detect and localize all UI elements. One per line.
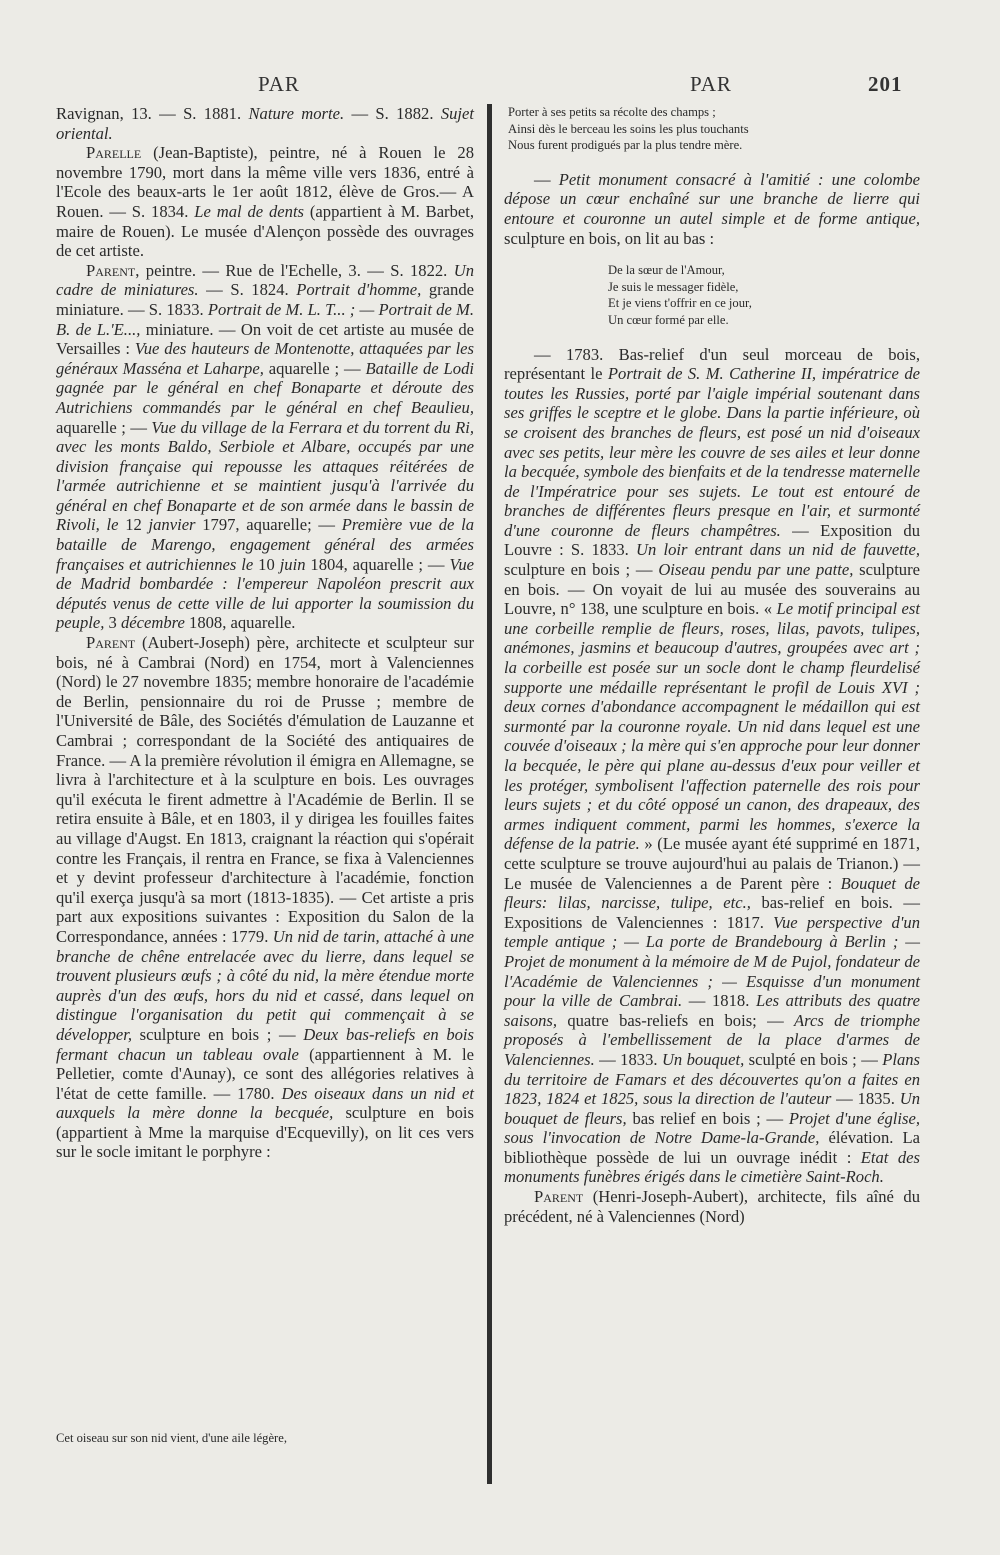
verse-block-1 <box>504 104 920 154</box>
entry-parelle: Parelle (Jean-Baptiste), peintre, né à Rouen le 28 novembre 1790, mort dans la même ville vers 1836, entré à l'Ecole des beaux-arts le 1er août 1812, élève de Gros.— A Rouen. — S. 1834. Le mal de dents (appartient à M. Barbet, maire de Rouen). Le musée d'Alençon possède des ouvrages de cet artiste. <box>56 143 475 261</box>
paragraph-monument: — Petit monument consacré à l'amitié : une colombe dépose un cœur enchaîné sur une branche de lierre qui entoure et couronne un autel simple et de forme antique, sculpture en bois, on lit au bas : <box>504 169 920 248</box>
verse-line-bottom: Cet oiseau sur son nid vient, d'une aile légère, <box>56 1431 287 1445</box>
verse-line: Je suis le messager fidèle, <box>608 279 739 294</box>
paragraph-bas-relief: — 1783. Bas-relief d'un seul morceau de bois, représentant le Portrait de S. M. Catherine II, impératrice de toutes les Russies, porté par l'aigle impérial soutenant dans ses griffes le sceptre et le globe. Dans la partie inférieure, où se croisent des branches de fleurs, est posé un nid d'oiseaux avec ses petits, leur mère les couvre de ses ailes et leur donne la becquée, symbole des bienfaits et de la tendresse maternelle de l'Impératrice pour ses sujets. Le tout est entouré de branches de différentes fleurs presque en l'air, et surmonté d'une couronne de fleurs champêtres. — Exposition du Louvre : S. 1833. Un loir entrant dans un nid de fauvette, sculpture en bois ; — Oiseau pendu par une patte, sculpture en bois. — On voyait de lui au musée des souverains au Louvre, n° 138, une sculpture en bois. « Le motif principal est une corbeille remplie de fleurs, roses, lilas, pavots, tulipes, anémones, jasmins et beaucoup d'autres, groupées avec art ; la corbeille est posée sur un socle dont le champ fleurdelisé supporte une médaille représentant le profil de Louis XVI ; deux cornes d'abondance accompagnent le médaillon qui est surmonté par la couronne royale. Un nid dans lequel est une couvée d'oiseaux ; la mère qui s'en approche pour leur donner la becquée, le père qui plane au-dessus d'eux pour veiller et les protéger, symbolisent l'affection paternelle des rois pour leurs sujets ; et du côté opposé un canon, des drapeaux, des armes indiquent comment, parmi les hommes, s'exerce la défense de la patrie. » (Le musée ayant été supprimé en 1871, cette sculpture se trouve aujourd'hui au palais de Trianon.) — Le musée de Valenciennes a de Parent père : Bouquet de fleurs: lilas, narcisse, tulipe, etc., bas-relief en bois. — Expositions de Valenciennes : 1817. Vue perspective d'un temple antique ; — La porte de Brandebourg à Berlin ; — Projet de monument à la mémoire de M de Pujol, fondateur de l'Académie de Valenciennes ; — Esquisse d'un monument pour la ville de Cambrai. — 1818. Les attributs des quatre saisons, quatre bas-reliefs en bois; — Arcs de triomphe proposés à l'embellissement de la place d'armes de Valenciennes. — 1833. Un bouquet, sculpté en bois ; — Plans du territoire de Famars et des découvertes qu'on a faites en 1823, 1824 et 1825, sous la direction de l'auteur — 1835. Un bouquet de fleurs, bas relief en bois ; — Projet d'une église, sous l'invocation de Notre Dame-la-Grande, élévation. La bibliothèque possède de lui un ouvrage inédit : Etat des monuments funèbres érigés dans le cimetière Saint-Roch. <box>504 344 921 1187</box>
entry-name: Parent <box>534 1187 584 1207</box>
column-divider <box>487 104 492 1484</box>
entry-parent-painter: Parent, peintre. — Rue de l'Echelle, 3. — S. 1822. Un cadre de miniatures. — S. 1824. Portrait d'homme, grande miniature. — S. 1833. Portrait de M. L. T... ; — Portrait de M. B. de L.'E..., miniature. — On voit de cet artiste au musée de Versailles : Vue des hauteurs de Montenotte, attaquées par les généraux Masséna et Laharpe, aquarelle ; — Bataille de Lodi gagnée par le général en chef Bonaparte et déroute des Autrichiens commandés par le général en chef Beaulieu, aquarelle ; — Vue du village de la Ferrara et du torrent du Ri, avec les monts Baldo, Serbiole et Albare, occupés par une division française qui repousse les attaques réitérées de l'armée autrichienne et se maintient jusqu'à l'arrivée du général en chef Bonaparte et de son armée dans le bassin de Rivoli, le 12 janvier 1797, aquarelle; — Première vue de la bataille de Marengo, engagement général des armées françaises et autrichiennes le 10 juin 1804, aquarelle ; — Vue de Madrid bombardée : l'empereur Napoléon prescrit aux députés venus de cette ville de lui apporter la soumission du peuple, 3 décembre 1808, aquarelle. <box>56 260 475 633</box>
verse-line: De la sœur de l'Amour, <box>608 263 725 278</box>
entry-parent-aubert-joseph: Parent (Aubert-Joseph) père, architecte et sculpteur sur bois, né à Cambrai (Nord) en 1754, mort à Valenciennes (Nord) le 27 novembre 1835; membre honoraire de l'académie de Berlin, pensionnaire du roi de Prusse ; membre de l'Université de Bâle, des Sociétés d'émulation de Lauzanne et Cambrai ; correspondant de la Société des antiquaires de France. — A la première révolution il émigra en Allemagne, se livra à l'architecture et à la sculpture en bois. Les ouvrages qu'il exécuta le firent admettre à l'Académie de Berlin. Il se retira ensuite à Bâle, et en 1803, il y dirigea les fouilles faites au village d'Augst. En 1813, craignant la réaction qui s'opérait contre les Français, il rentra en France, se fixa à Valenciennes et y devint professeur d'architecture à l'académie, fonction qu'il exerça jusqu'à sa mort (1813-1835). — Cet artiste a pris part aux expositions suivantes : Exposition du Salon de la Correspondance, années : 1779. Un nid de tarin, attaché à une branche de chêne entrelacée avec du lierre, dans lequel se trouvent plusieurs œufs ; à côté du nid, la mère étendue morte auprès d'un des œufs, hors du nid et cassé, dans lequel on distingue l'organisation du petit qui commençait à se développer, sculpture en bois ; — Deux bas-reliefs en bois fermant chacun un tableau ovale (appartiennent à M. le Pelletier, comte d'Aunay), ce sont des allégories relatives à l'état de cette famille. — 1780. Des oiseaux dans un nid et auxquels la mère donne la becquée, sculpture en bois (appartient à Mme la marquise d'Ecquevilly), on lit ces vers sur le socle imitant le porphyre : <box>56 633 475 1162</box>
verse-line: Ainsi dès le berceau les soins les plus touchants <box>508 121 749 136</box>
verse-line: Porter à ses petits sa récolte des champs ; <box>508 105 716 119</box>
verse-line: Un cœur formé par elle. <box>608 312 729 327</box>
right-column <box>504 104 920 1226</box>
entry-name: Parent <box>86 633 136 653</box>
entry-name: Parelle <box>86 143 142 163</box>
running-header-center: PAR <box>690 72 732 96</box>
verse-block-2 <box>504 262 920 328</box>
entry-parent-henri-joseph: Parent (Henri-Joseph-Aubert), architecte, fils aîné du précédent, né à Valenciennes (Nord) <box>504 1187 920 1226</box>
running-header-left: PAR <box>258 72 300 96</box>
paragraph-ravignan: Ravignan, 13. — S. 1881. Nature morte. — S. 1882. Sujet oriental. <box>56 104 474 143</box>
page-number: 201 <box>868 72 903 96</box>
left-column <box>56 104 474 1162</box>
entry-name: Parent <box>86 260 136 280</box>
verse-line: Et je viens t'offrir en ce jour, <box>608 296 752 311</box>
verse-line: Nous furent prodigués par la plus tendre mère. <box>508 138 743 153</box>
